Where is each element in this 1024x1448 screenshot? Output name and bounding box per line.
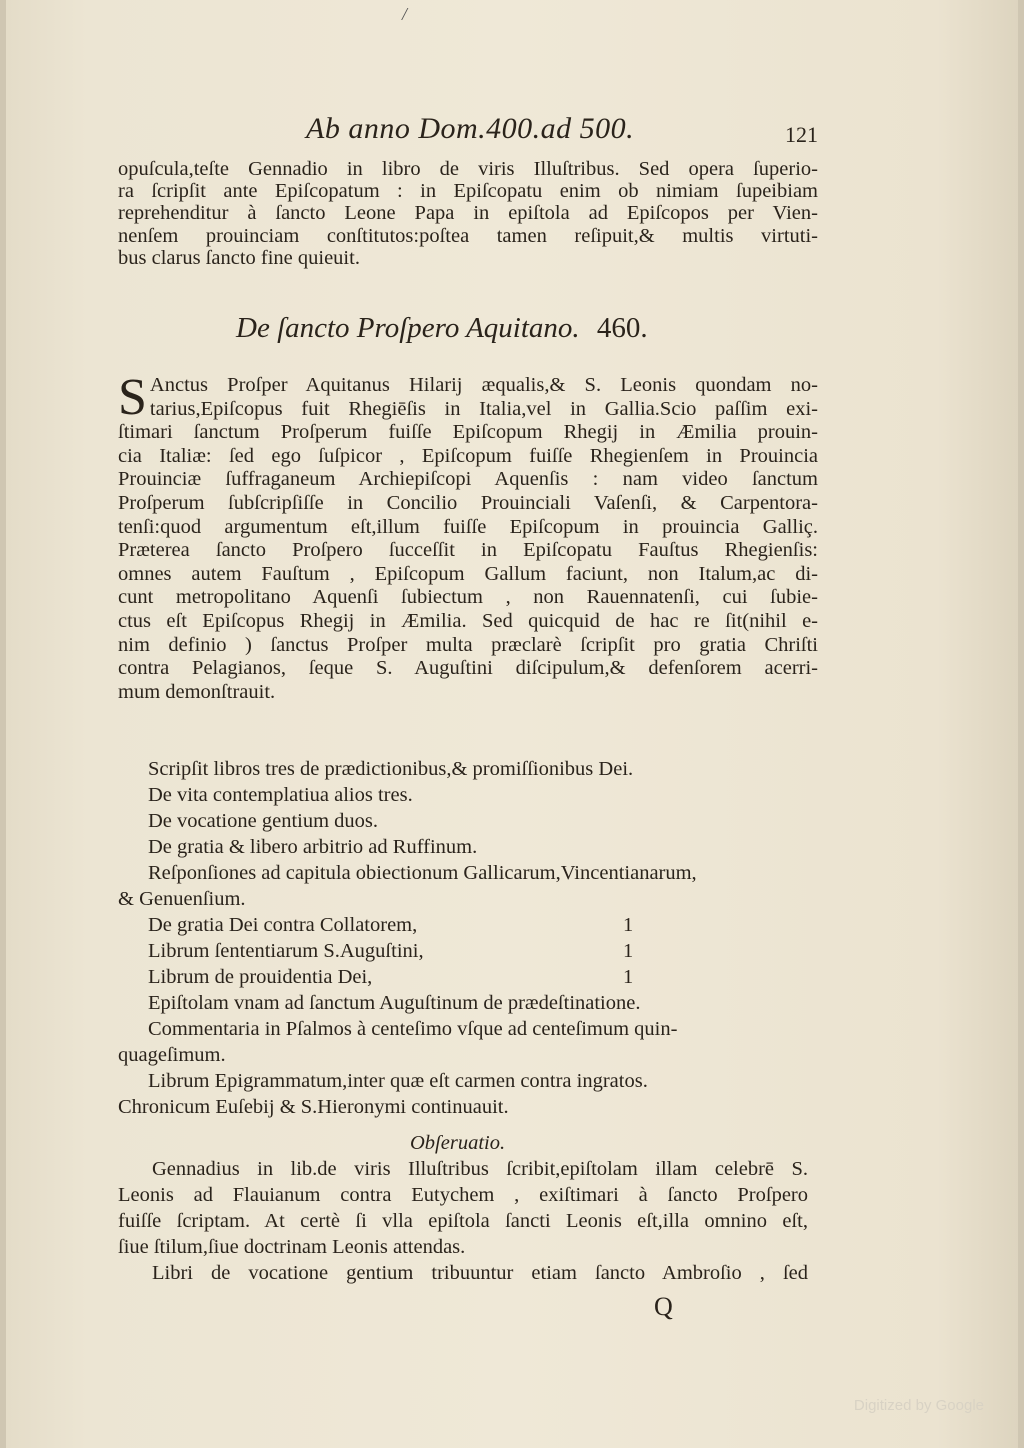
list-item: De gratia Dei contra Collatorem, 1	[148, 914, 634, 936]
drop-cap: S	[118, 369, 147, 426]
digitization-watermark: Digitized by Google	[853, 1397, 984, 1414]
continuation-paragraph	[118, 158, 818, 269]
text-line: omnes autem Fauſtum , Epiſcopum Gallum faciunt, non Italum,ac di-	[118, 562, 818, 585]
top-mark: /	[402, 4, 408, 24]
list-item: & Genuenſium.	[118, 888, 246, 910]
text-line: Leonis ad Flauianum contra Eutychem , exiſtimari à ſancto Proſpero	[118, 1184, 808, 1206]
text-line: Gennadius in lib.de viris Illuſtribus ſcribit,epiſtolam illam celebrē S.	[152, 1158, 808, 1180]
section-year: 460.	[596, 312, 648, 344]
text-line: tarius,Epiſcopus fuit Rhegiēſis in Italia,vel in Gallia.Scio paſſim exi-	[149, 397, 818, 420]
volume-count: 1	[623, 914, 634, 936]
text-line: reprehenditur à ſancto Leone Papa in epiſtola ad Epiſcopos per Vien-	[118, 202, 818, 225]
list-item: De vocatione gentium duos.	[148, 810, 379, 832]
text-line: contra Pelagianos, ſeque S. Auguſtini diſcipulum,& defenſorem acerri-	[118, 657, 818, 680]
text-line: cunt metropolitano Aquenſi ſubiectum , non Rauennatenſi, cui ſubie-	[118, 586, 818, 609]
catchword: Q	[654, 1292, 673, 1321]
text-line: opuſcula,teſte Gennadio in libro de viris Illuſtribus. Sed opera ſuperio-	[118, 158, 818, 180]
list-item: Commentaria in Pſalmos à centeſimo vſque ad centeſimum quin-	[148, 1018, 678, 1040]
section-title: De ſancto Proſpero Aquitano.	[236, 312, 580, 344]
text-line: ſiue ſtilum,ſiue doctrinam Leonis attendas.	[118, 1236, 466, 1258]
list-item: quageſimum.	[118, 1044, 226, 1066]
running-title: Ab anno Dom.400.ad 500.	[306, 112, 635, 145]
text-line: bus clarus ſancto fine quieuit.	[118, 246, 360, 269]
list-item: De vita contemplatiua alios tres.	[148, 784, 413, 806]
biography-paragraph	[118, 369, 818, 704]
text-line: Anctus Proſper Aquitanus Hilarij æqualis,& S. Leonis quondam no-	[149, 374, 818, 396]
text-line: nenſem prouinciam conſtitutos:poſtea tamen reſipuit,& multis virtuti-	[118, 224, 818, 247]
list-item: Scripſit libros tres de prædictionibus,& promiſſionibus Dei.	[148, 758, 634, 780]
page-header	[306, 112, 826, 152]
section-heading	[236, 312, 706, 345]
observation-paragraph	[118, 1156, 808, 1286]
text-line: Libri de vocatione gentium tribuuntur etiam ſancto Ambroſio , ſed	[152, 1262, 808, 1284]
text-line: fuiſſe ſcriptam. At certè ſi vlla epiſtola ſancti Leonis eſt,illa omnino eſt,	[118, 1210, 808, 1232]
text-line: tenſi:quod argumentum eſt,illum fuiſſe Epiſcopum in prouincia Galliç.	[118, 515, 818, 538]
observation-title: Obſeruatio.	[410, 1132, 506, 1154]
volume-count: 1	[623, 940, 634, 962]
volume-count: 1	[623, 966, 634, 988]
text-line: mum demonſtrauit.	[118, 680, 276, 703]
text-line: Præterea ſancto Proſpero ſucceſſit in Epiſcopatu Fauſtus Rhegienſis:	[118, 539, 818, 562]
text-line: cia Italiæ: ſed ego ſuſpicor , Epiſcopum fuiſſe Rhegienſem in Prouincia	[118, 444, 818, 467]
list-item: De gratia & libero arbitrio ad Ruffinum.	[148, 836, 478, 858]
list-item: Librum ſententiarum S.Auguſtini, 1	[148, 940, 634, 962]
text-line: Prouinciæ ſuffraganeum Archiepiſcopi Aquenſis : nam video ſanctum	[118, 468, 818, 491]
text-line: ctus eſt Epiſcopus Rhegij in Æmilia. Sed quicquid de hac re ſit(nihil e-	[118, 609, 818, 632]
text-line: nim definio ) ſanctus Proſper multa præclarè ſcripſit pro gratia Chriſti	[118, 633, 818, 656]
works-list	[118, 756, 818, 1120]
text-line: Proſperum ſubſcripſiſſe in Concilio Prouinciali Vaſenſi, & Carpentora-	[118, 491, 818, 514]
list-item: Epiſtolam vnam ad ſanctum Auguſtinum de prædeſtinatione.	[148, 992, 641, 1014]
text-line: ſtimari ſanctum Proſperum fuiſſe Epiſcopum Rhegij in Æmilia prouin-	[118, 421, 818, 444]
book-page	[6, 0, 1018, 1448]
list-item: Reſponſiones ad capitula obiectionum Gallicarum,Vincentianarum,	[148, 862, 697, 884]
list-item: Librum Epigrammatum,inter quæ eſt carmen contra ingratos.	[148, 1070, 648, 1092]
page-number: 121	[785, 122, 818, 147]
text-line: ra ſcripſit ante Epiſcopatum : in Epiſcopatu enim ob nimiam ſupeibiam	[118, 180, 818, 203]
list-item: Librum de prouidentia Dei, 1	[148, 966, 634, 988]
list-item: Chronicum Euſebij & S.Hieronymi continuauit.	[118, 1096, 509, 1118]
